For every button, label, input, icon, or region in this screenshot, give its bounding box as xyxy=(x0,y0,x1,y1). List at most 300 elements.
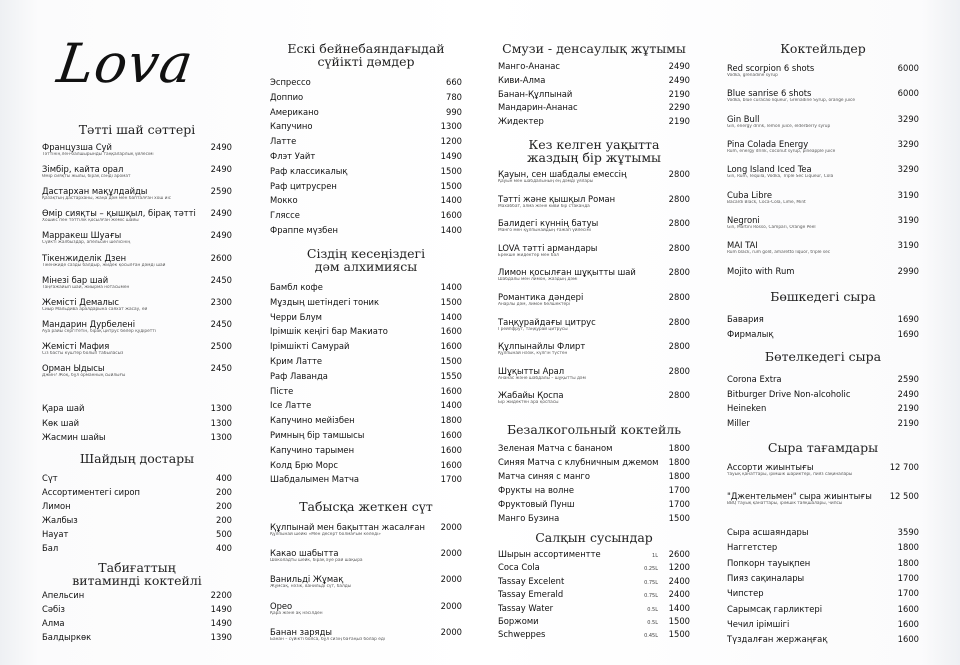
item-price: 1300 xyxy=(210,432,232,442)
menu-item xyxy=(42,632,232,642)
item-price: 660 xyxy=(446,77,462,87)
menu-item xyxy=(270,548,462,564)
section-title xyxy=(270,42,462,68)
item-price: 12 500 xyxy=(889,490,919,501)
item-description: Gin, Martini Rosso, Campari, Orange Peel xyxy=(727,224,816,230)
menu-item xyxy=(727,314,919,324)
item-price: 3190 xyxy=(897,214,919,225)
menu-item xyxy=(42,590,232,600)
item-name: Раф Лаванда xyxy=(270,370,328,381)
item-name: Tassay Water xyxy=(498,602,554,613)
item-description: Махаббат, алма және киви бір стаканда xyxy=(498,203,590,209)
menu-item xyxy=(727,558,919,568)
section-title-line: Безалкогольный коктейль xyxy=(506,422,682,437)
item-name: LOVA тәтті армандары xyxy=(498,242,598,253)
item-price: 1390 xyxy=(210,632,232,643)
item-name: Heineken xyxy=(727,403,767,414)
menu-item xyxy=(498,589,690,601)
item-name: Матча синяя с манго xyxy=(498,470,590,481)
item-price: 1600 xyxy=(897,618,919,629)
item-name: Тәтті және қышқыл Роман xyxy=(498,193,616,204)
section-title xyxy=(727,441,919,454)
item-price: 2490 xyxy=(210,208,232,219)
item-price: 2590 xyxy=(210,186,232,197)
menu-item xyxy=(270,601,462,617)
menu-item xyxy=(42,418,232,428)
section-title-line: Смузи - денсаулық жұтымы xyxy=(502,41,686,56)
item-name: Тікенжиделік Дзен xyxy=(42,252,127,263)
menu-item xyxy=(498,457,690,467)
menu-item xyxy=(42,543,232,553)
menu-item xyxy=(498,471,690,481)
item-description: Шоколадты шейк, бірақ әуе рай шақыра xyxy=(270,558,363,564)
item-name: Синяя Матча с клубничным джемом xyxy=(498,456,659,467)
menu-item xyxy=(42,432,232,442)
menu-item xyxy=(498,116,690,126)
item-name: Ассорти жиынтығы xyxy=(727,462,814,472)
item-price: 500 xyxy=(216,528,232,539)
item-price: 2000 xyxy=(440,548,462,559)
menu-item xyxy=(270,627,462,643)
item-name: Жидектер xyxy=(498,116,544,127)
item-name: Мандарин Дурбелені xyxy=(42,318,136,329)
item-description: Шабдалы мен лимон, жаздың дәмі xyxy=(498,277,578,283)
item-price: 1550 xyxy=(440,370,462,381)
item-name: Red scorpion 6 shots xyxy=(727,63,815,73)
item-price: 2000 xyxy=(440,522,462,532)
item-price: 3190 xyxy=(897,240,919,251)
section-title-line: Бөшкедегі сыра xyxy=(770,289,876,304)
item-price: 2450 xyxy=(210,318,232,329)
item-price: 2800 xyxy=(668,169,690,179)
item-price: 1500 xyxy=(440,165,462,176)
menu-item xyxy=(42,341,232,357)
item-price: 3590 xyxy=(897,527,919,537)
item-name: Cuba Libre xyxy=(727,189,772,200)
item-price: 2450 xyxy=(210,274,232,285)
menu-item xyxy=(727,190,919,206)
item-name: Көк шай xyxy=(42,417,80,428)
item-description: Gin, energy drink, lemon juice, elderberry syrup xyxy=(727,123,831,129)
menu-item xyxy=(727,164,919,180)
item-description: Тәттінің лен-балшырынды таңқаларлық үйлесімі xyxy=(42,152,154,157)
menu-item xyxy=(270,430,462,440)
item-price: 2190 xyxy=(897,417,919,428)
section-title xyxy=(727,290,919,303)
menu-item xyxy=(270,92,462,102)
menu-item xyxy=(270,474,462,484)
menu-item xyxy=(270,400,462,410)
item-price: 2500 xyxy=(210,340,232,351)
menu-item xyxy=(498,102,690,112)
menu-item xyxy=(270,107,462,117)
item-price: 1800 xyxy=(897,542,919,553)
item-price: 2490 xyxy=(210,142,232,152)
menu-item xyxy=(498,562,690,574)
section-title-line: Шайдың достары xyxy=(79,451,195,466)
menu-item xyxy=(42,363,232,379)
item-price: 2490 xyxy=(210,230,232,241)
item-name: Пісте xyxy=(270,385,294,396)
item-price: 2000 xyxy=(440,626,462,637)
item-description: Сіз басты күштер болып табыласыз xyxy=(42,350,124,356)
item-name: Зімбір, кайта орал xyxy=(42,164,124,175)
item-name: Какао шабытта xyxy=(270,548,339,559)
item-name: Жабайы Қоспа xyxy=(498,390,564,401)
item-name: Французша Суй xyxy=(42,142,112,152)
item-description: Жұмсақ, нәзік, ванильді сүт, балды xyxy=(270,584,352,590)
item-name: Мұздың шетіндегі тоник xyxy=(270,296,380,307)
item-name: Римның бір тамшысы xyxy=(270,430,365,440)
item-description: Gin, Rum, Tequila, Vodka, Triple Sec Liqueur, Cola xyxy=(727,174,834,180)
item-volume: 0.75L xyxy=(644,579,658,586)
item-price: 2450 xyxy=(210,363,232,373)
item-name: Раф классикалық xyxy=(270,165,348,176)
item-description: Грейпфрут, таңқурай цитрусы xyxy=(498,326,568,332)
item-price: 1200 xyxy=(440,136,462,147)
menu-item xyxy=(270,522,462,538)
item-name: Сарымсақ гарликтері xyxy=(727,603,823,614)
item-name: Балдыркөк xyxy=(42,632,92,643)
menu-item xyxy=(270,341,462,351)
menu-item xyxy=(727,215,919,231)
item-name: Лимон xyxy=(42,500,71,511)
item-name: Pina Colada Energy xyxy=(727,138,809,149)
item-price: 2400 xyxy=(668,575,690,586)
item-price: 2190 xyxy=(897,403,919,414)
item-price: 400 xyxy=(216,542,232,553)
menu-item xyxy=(498,89,690,99)
menu-item xyxy=(727,491,919,507)
section-title-line: Сыра тағамдары xyxy=(767,440,879,455)
item-price: 1400 xyxy=(440,195,462,206)
item-price: 2200 xyxy=(210,590,232,600)
item-price: 1300 xyxy=(210,403,232,413)
item-name: Эспрессо xyxy=(270,77,311,87)
item-price: 12 700 xyxy=(889,462,919,472)
item-price: 1500 xyxy=(668,512,690,523)
item-price: 3290 xyxy=(897,138,919,149)
item-price: 200 xyxy=(216,486,232,497)
menu-item xyxy=(727,604,919,614)
menu-item xyxy=(270,574,462,590)
item-price: 2490 xyxy=(897,388,919,399)
item-price: 1490 xyxy=(210,604,232,615)
item-price: 1600 xyxy=(440,459,462,470)
section-title xyxy=(42,123,232,136)
item-description: Құлпынай нәзік, күлгін түстен xyxy=(498,351,568,357)
item-description: Манго мен құлпынайдың ғажап үйлесімі xyxy=(498,228,591,234)
item-price: 3190 xyxy=(897,189,919,200)
item-name: Tassay Emerald xyxy=(498,589,564,600)
item-price: 1400 xyxy=(668,602,690,613)
item-name: Құлпынай мен бақыттан жасалған xyxy=(270,522,425,532)
item-name: Ванильді Жұмақ xyxy=(270,574,344,585)
section-title-line: Ескі бейнебаяндағыдай xyxy=(287,41,445,56)
item-name: Крим Латте xyxy=(270,356,323,366)
item-price: 1700 xyxy=(897,588,919,599)
section-title xyxy=(498,138,690,164)
menu-item xyxy=(727,527,919,537)
item-name: Сыра асшаяндары xyxy=(727,527,809,537)
item-name: Чипстер xyxy=(727,588,764,599)
menu-item xyxy=(727,114,919,130)
menu-item xyxy=(270,77,462,87)
menu-item xyxy=(42,275,232,291)
item-name: Попкорн тауықпен xyxy=(727,557,811,568)
item-description: Rum black, rum gold, amaretto liquor, triple sec xyxy=(727,250,831,256)
menu-item xyxy=(727,403,919,413)
menu-item xyxy=(270,195,462,205)
menu-item xyxy=(727,329,919,339)
item-name: Gin Bull xyxy=(727,113,760,124)
section-title xyxy=(727,42,919,55)
menu-item xyxy=(727,63,919,79)
menu-item xyxy=(270,297,462,307)
item-name: Қауын, сен шабдалы емессің xyxy=(498,169,627,179)
item-price: 1490 xyxy=(210,618,232,629)
item-name: Corona Extra xyxy=(727,374,782,384)
item-price: 1800 xyxy=(668,456,690,467)
item-volume: 0.5L xyxy=(647,620,658,626)
item-price: 780 xyxy=(446,91,462,102)
menu-item xyxy=(498,341,690,357)
item-name: Романтика дәндері xyxy=(498,292,584,302)
menu-item xyxy=(727,588,919,598)
item-description: Ауа райы сергітетін, бірақ цитрус бөлер қудіретті xyxy=(42,328,156,334)
item-name: Черри Блум xyxy=(270,311,323,322)
menu-item xyxy=(498,443,690,453)
item-price: 2800 xyxy=(668,390,690,401)
item-price: 2990 xyxy=(897,266,919,276)
menu-item xyxy=(42,186,232,202)
item-price: 2490 xyxy=(668,74,690,85)
item-name: Бал xyxy=(42,542,59,553)
item-name: Боржоми xyxy=(498,616,539,626)
menu-item xyxy=(727,634,919,644)
menu-item xyxy=(270,210,462,220)
menu-item xyxy=(727,418,919,428)
item-name: Таңқурайдағы цитрус xyxy=(498,316,596,327)
item-name: Шабдалымен Матча xyxy=(270,474,360,485)
menu-item xyxy=(270,136,462,146)
item-name: Капучино тарымен xyxy=(270,444,355,455)
item-name: Американо xyxy=(270,106,319,117)
item-name: Алма xyxy=(42,618,65,629)
item-description: Хошиіс пен тәттілік қосылған жеміс шайы xyxy=(42,218,139,224)
item-name: Мандарин-Ананас xyxy=(498,102,578,113)
menu-item xyxy=(270,460,462,470)
menu-item xyxy=(727,619,919,629)
item-price: 1800 xyxy=(668,470,690,481)
menu-item xyxy=(270,312,462,322)
item-price: 2800 xyxy=(668,193,690,204)
item-name: Ассортиментегі сироп xyxy=(42,486,141,497)
menu-item xyxy=(498,169,690,185)
item-description: Анарлы дәм, лимон бөлшектері xyxy=(498,302,571,307)
item-name: Балидегі күннің батуы xyxy=(498,218,599,229)
menu-item xyxy=(498,292,690,308)
item-price: 1600 xyxy=(440,430,462,440)
item-name: Доппио xyxy=(270,91,304,102)
item-price: 2590 xyxy=(897,374,919,384)
item-description: Құлпынай шейкі «Мен десерт болмағым келеді» xyxy=(270,532,381,537)
item-price: 2490 xyxy=(210,164,232,175)
menu-item xyxy=(42,501,232,511)
menu-item xyxy=(42,164,232,180)
item-name: Жемісті Мафия xyxy=(42,340,110,351)
item-price: 1800 xyxy=(668,443,690,453)
item-name: Қара шай xyxy=(42,403,85,413)
item-name: Орман Ыдысы xyxy=(42,363,105,373)
item-name: Манго-Ананас xyxy=(498,61,560,71)
item-name: Дастархан мақұлдайды xyxy=(42,186,148,197)
menu-item xyxy=(498,485,690,495)
item-price: 2800 xyxy=(668,341,690,352)
menu-item xyxy=(498,629,690,641)
section-title-line: жаздың бір жұтымы xyxy=(527,150,661,165)
item-price: 2000 xyxy=(440,600,462,611)
item-description: Бір жидектен ара қоспасы xyxy=(498,400,559,406)
item-price: 1800 xyxy=(897,557,919,568)
item-name: Банан-Құлпынай xyxy=(498,88,573,99)
item-name: Сәбіз xyxy=(42,604,65,615)
item-name: Ice Латте xyxy=(270,400,312,411)
item-name: Жасмин шайы xyxy=(42,432,106,442)
item-name: Бамбл кофе xyxy=(270,282,323,292)
section-title xyxy=(498,531,690,544)
item-price: 400 xyxy=(216,473,232,483)
menu-item xyxy=(42,515,232,525)
menu-item xyxy=(498,390,690,406)
item-name: Құлпынайлы Флирт xyxy=(498,341,586,352)
menu-item xyxy=(727,542,919,552)
item-description: Ананас және шабдалы – шұқытты дәм xyxy=(498,375,586,381)
item-price: 1700 xyxy=(440,474,462,485)
item-price: 1200 xyxy=(668,562,690,573)
menu-item xyxy=(270,445,462,455)
item-price: 1500 xyxy=(440,180,462,191)
menu-item xyxy=(498,366,690,382)
item-price: 1690 xyxy=(897,314,919,324)
section-title xyxy=(498,42,690,55)
item-name: Сүт xyxy=(42,473,58,483)
item-name: Mojito with Rum xyxy=(727,266,795,276)
menu-item xyxy=(42,403,232,413)
item-price: 2800 xyxy=(668,316,690,327)
item-price: 1500 xyxy=(668,629,690,640)
item-price: 1800 xyxy=(440,415,462,426)
item-name: Tassay Excelent xyxy=(498,575,565,586)
section-title-line: Табысқа жеткен сүт xyxy=(299,499,433,514)
menu-item xyxy=(42,208,232,224)
item-price: 1700 xyxy=(668,484,690,495)
item-name: Өмір сияқты – қышқыл, бірақ тәтті xyxy=(42,208,196,219)
item-name: Blue sanrise 6 shots xyxy=(727,88,812,99)
menu-item xyxy=(42,319,232,335)
item-price: 1700 xyxy=(897,572,919,583)
item-price: 2400 xyxy=(668,589,690,600)
item-name: Капучино xyxy=(270,121,313,132)
menu-item xyxy=(727,88,919,104)
menu-item xyxy=(42,297,232,313)
item-name: Флэт Уайт xyxy=(270,151,316,161)
menu-item xyxy=(270,386,462,396)
section-title-line: дәм алхимиясы xyxy=(314,259,418,274)
item-price: 3290 xyxy=(897,164,919,175)
item-description: Тікенжиде сазды балдыр, жидек қосылған дәмді шай xyxy=(42,262,166,268)
item-price: 1500 xyxy=(668,616,690,626)
section-title-line: Кез келген уақытта xyxy=(528,137,660,152)
item-price: 1300 xyxy=(210,417,232,428)
menu-item xyxy=(42,604,232,614)
item-name: Шұқытты Арал xyxy=(498,365,565,376)
item-name: Гляссе xyxy=(270,210,300,221)
section-title xyxy=(498,423,690,436)
item-name: "Джентельмен" сыра жиынтығы xyxy=(727,490,872,501)
item-name: Түздалған жержаңғақ xyxy=(727,634,828,645)
menu-item xyxy=(727,266,919,276)
menu-item xyxy=(270,356,462,366)
item-price: 1490 xyxy=(440,151,462,161)
item-description: Bacardi Black, Coca-Cola, Lime, Mint xyxy=(727,199,806,205)
item-price: 1600 xyxy=(897,603,919,614)
item-description: Джин? Жоқ, бұл орманның сыйлығы xyxy=(42,373,126,378)
menu-item xyxy=(42,142,232,158)
menu-item xyxy=(42,473,232,483)
item-name: Шырын ассортиментте xyxy=(498,549,601,559)
item-name: Киви-Алма xyxy=(498,74,546,85)
item-price: 1600 xyxy=(440,341,462,352)
item-description: Қазақтың дастарханы, жаңа дәм мен бапталған хош иіс xyxy=(42,196,171,202)
section-title-line: сүйікті дәмдер xyxy=(317,54,415,69)
item-description: Таңғажайып шай, жиырма нотасымен xyxy=(42,284,130,290)
item-description: Сиыр Мальдива аралдарына саяхат жасау, ей xyxy=(42,306,148,312)
menu-item xyxy=(727,462,919,478)
menu-item xyxy=(270,181,462,191)
item-price: 2190 xyxy=(668,116,690,127)
item-description: Ерекше жидектер мен бал xyxy=(498,252,559,258)
item-name: Чечил ірімшігі xyxy=(727,618,790,629)
item-price: 2490 xyxy=(668,61,690,71)
item-price: 2290 xyxy=(668,102,690,113)
item-volume: 0.25L xyxy=(644,566,658,573)
item-price: 1400 xyxy=(440,282,462,292)
item-price: 2600 xyxy=(210,252,232,263)
menu-item xyxy=(498,317,690,333)
item-price: 1600 xyxy=(440,444,462,455)
item-volume: 0.75L xyxy=(644,593,658,600)
menu-item xyxy=(727,139,919,155)
menu-item xyxy=(498,194,690,210)
menu-item xyxy=(498,75,690,85)
menu-item xyxy=(42,230,232,246)
item-name: Мокко xyxy=(270,195,298,206)
item-price: 2800 xyxy=(668,267,690,278)
section-title-line: Коктейльдер xyxy=(780,41,866,56)
item-price: 1600 xyxy=(440,326,462,337)
item-price: 1600 xyxy=(897,634,919,645)
item-price: 1500 xyxy=(440,296,462,307)
item-name: Лимон қосылған шұқытты шай xyxy=(498,267,636,278)
menu-item xyxy=(498,61,690,71)
lova-logo: Lova xyxy=(53,32,198,95)
item-price: 1300 xyxy=(440,121,462,132)
menu-item xyxy=(498,603,690,615)
item-name: Miller xyxy=(727,417,750,428)
item-description: BBQ тауық қанаттары, ірімшік таяқшалары, чипсы xyxy=(727,500,843,506)
menu-item xyxy=(270,415,462,425)
